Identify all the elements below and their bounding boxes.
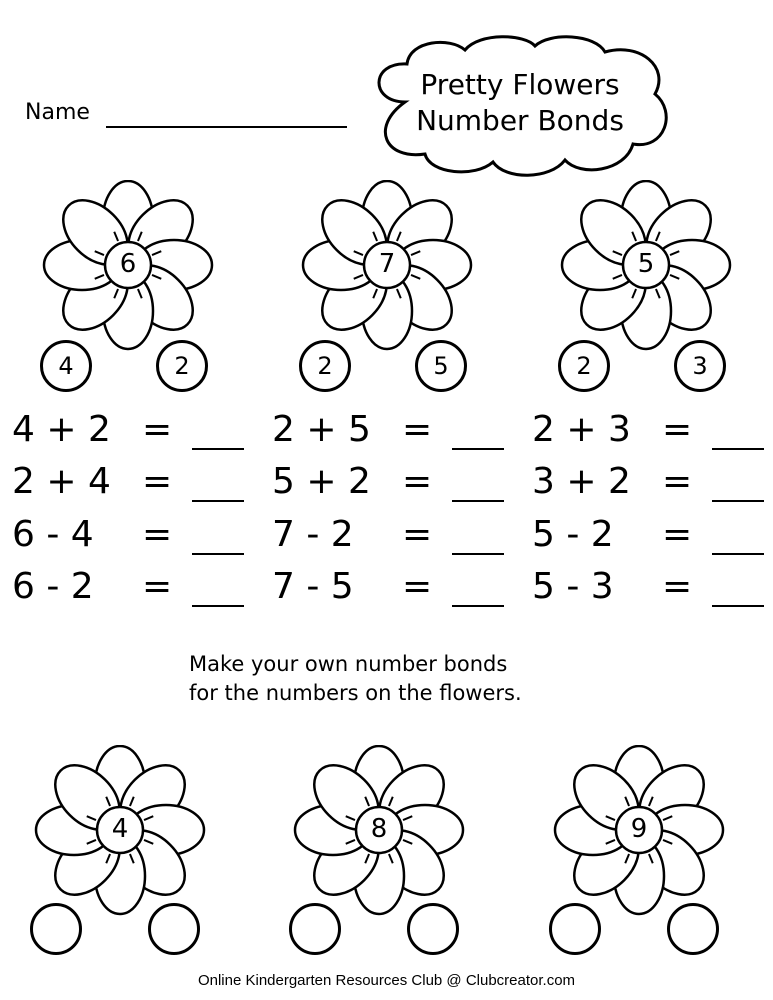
answer-blank[interactable] — [452, 605, 504, 607]
practice-flower-2 — [289, 745, 469, 917]
part-circle-left: 4 — [40, 340, 92, 392]
equals-sign: = — [402, 566, 433, 607]
flower-center-number: 9 — [630, 814, 648, 844]
flower-center-number: 8 — [370, 814, 388, 844]
empty-part-circle-right[interactable] — [407, 903, 459, 955]
equation-expression: 3 + 2 — [532, 461, 631, 502]
part-circle-right: 3 — [674, 340, 726, 392]
answer-blank[interactable] — [452, 500, 504, 502]
flower-center-number: 5 — [637, 249, 655, 279]
empty-part-circle-left[interactable] — [289, 903, 341, 955]
equation-expression: 7 - 5 — [272, 566, 354, 607]
equation-row — [532, 409, 693, 450]
title-line-1: Pretty Flowers — [420, 68, 620, 101]
answer-blank[interactable] — [712, 553, 764, 555]
answer-blank[interactable] — [712, 500, 764, 502]
answer-blank[interactable] — [712, 448, 764, 450]
empty-part-circle-right[interactable] — [148, 903, 200, 955]
equation-row — [532, 566, 693, 607]
equation-expression: 2 + 3 — [532, 409, 631, 450]
equals-sign: = — [662, 566, 693, 607]
equation-expression: 4 + 2 — [12, 409, 111, 450]
equation-row — [272, 514, 433, 555]
equation-row — [272, 461, 433, 502]
flower-center-number: 4 — [111, 814, 129, 844]
equation-expression: 5 - 2 — [532, 514, 614, 555]
equation-expression: 6 - 2 — [12, 566, 94, 607]
practice-flower-1 — [30, 745, 210, 917]
equals-sign: = — [662, 514, 693, 555]
answer-blank[interactable] — [192, 448, 244, 450]
equation-row — [532, 514, 693, 555]
equation-row — [272, 566, 433, 607]
bond-flower-3 — [556, 180, 736, 352]
equals-sign: = — [142, 566, 173, 607]
empty-part-circle-right[interactable] — [667, 903, 719, 955]
equals-sign: = — [402, 409, 433, 450]
equation-row — [12, 514, 173, 555]
equals-sign: = — [402, 514, 433, 555]
part-circle-left: 2 — [299, 340, 351, 392]
part-circle-right: 5 — [415, 340, 467, 392]
equation-row — [532, 461, 693, 502]
bond-flower-1 — [38, 180, 218, 352]
equals-sign: = — [142, 409, 173, 450]
flower-center-number: 6 — [119, 249, 137, 279]
equals-sign: = — [142, 461, 173, 502]
answer-blank[interactable] — [712, 605, 764, 607]
instructions-line-1: Make your own number bonds — [189, 652, 508, 676]
equation-expression: 2 + 5 — [272, 409, 371, 450]
equation-row — [12, 409, 173, 450]
name-underline[interactable] — [106, 126, 347, 128]
instructions — [189, 650, 522, 708]
answer-blank[interactable] — [192, 553, 244, 555]
bond-flower-2 — [297, 180, 477, 352]
equation-expression: 7 - 2 — [272, 514, 354, 555]
practice-flower-3 — [549, 745, 729, 917]
instructions-line-2: for the numbers on the flowers. — [189, 681, 522, 705]
name-label: Name — [25, 100, 90, 125]
equation-expression: 6 - 4 — [12, 514, 94, 555]
part-circle-right: 2 — [156, 340, 208, 392]
answer-blank[interactable] — [192, 500, 244, 502]
footer-credit: Online Kindergarten Resources Club @ Clubcreator.com — [197, 972, 576, 989]
equation-row — [272, 409, 433, 450]
equation-expression: 2 + 4 — [12, 461, 111, 502]
answer-blank[interactable] — [452, 448, 504, 450]
equation-row — [12, 566, 173, 607]
empty-part-circle-left[interactable] — [549, 903, 601, 955]
title-line-2: Number Bonds — [416, 104, 624, 137]
title-cloud — [365, 32, 675, 182]
equation-expression: 5 + 2 — [272, 461, 371, 502]
equation-expression: 5 - 3 — [532, 566, 614, 607]
equation-row — [12, 461, 173, 502]
part-circle-left: 2 — [558, 340, 610, 392]
equals-sign: = — [662, 409, 693, 450]
flower-center-number: 7 — [378, 249, 396, 279]
equals-sign: = — [402, 461, 433, 502]
equals-sign: = — [662, 461, 693, 502]
answer-blank[interactable] — [192, 605, 244, 607]
equals-sign: = — [142, 514, 173, 555]
answer-blank[interactable] — [452, 553, 504, 555]
empty-part-circle-left[interactable] — [30, 903, 82, 955]
